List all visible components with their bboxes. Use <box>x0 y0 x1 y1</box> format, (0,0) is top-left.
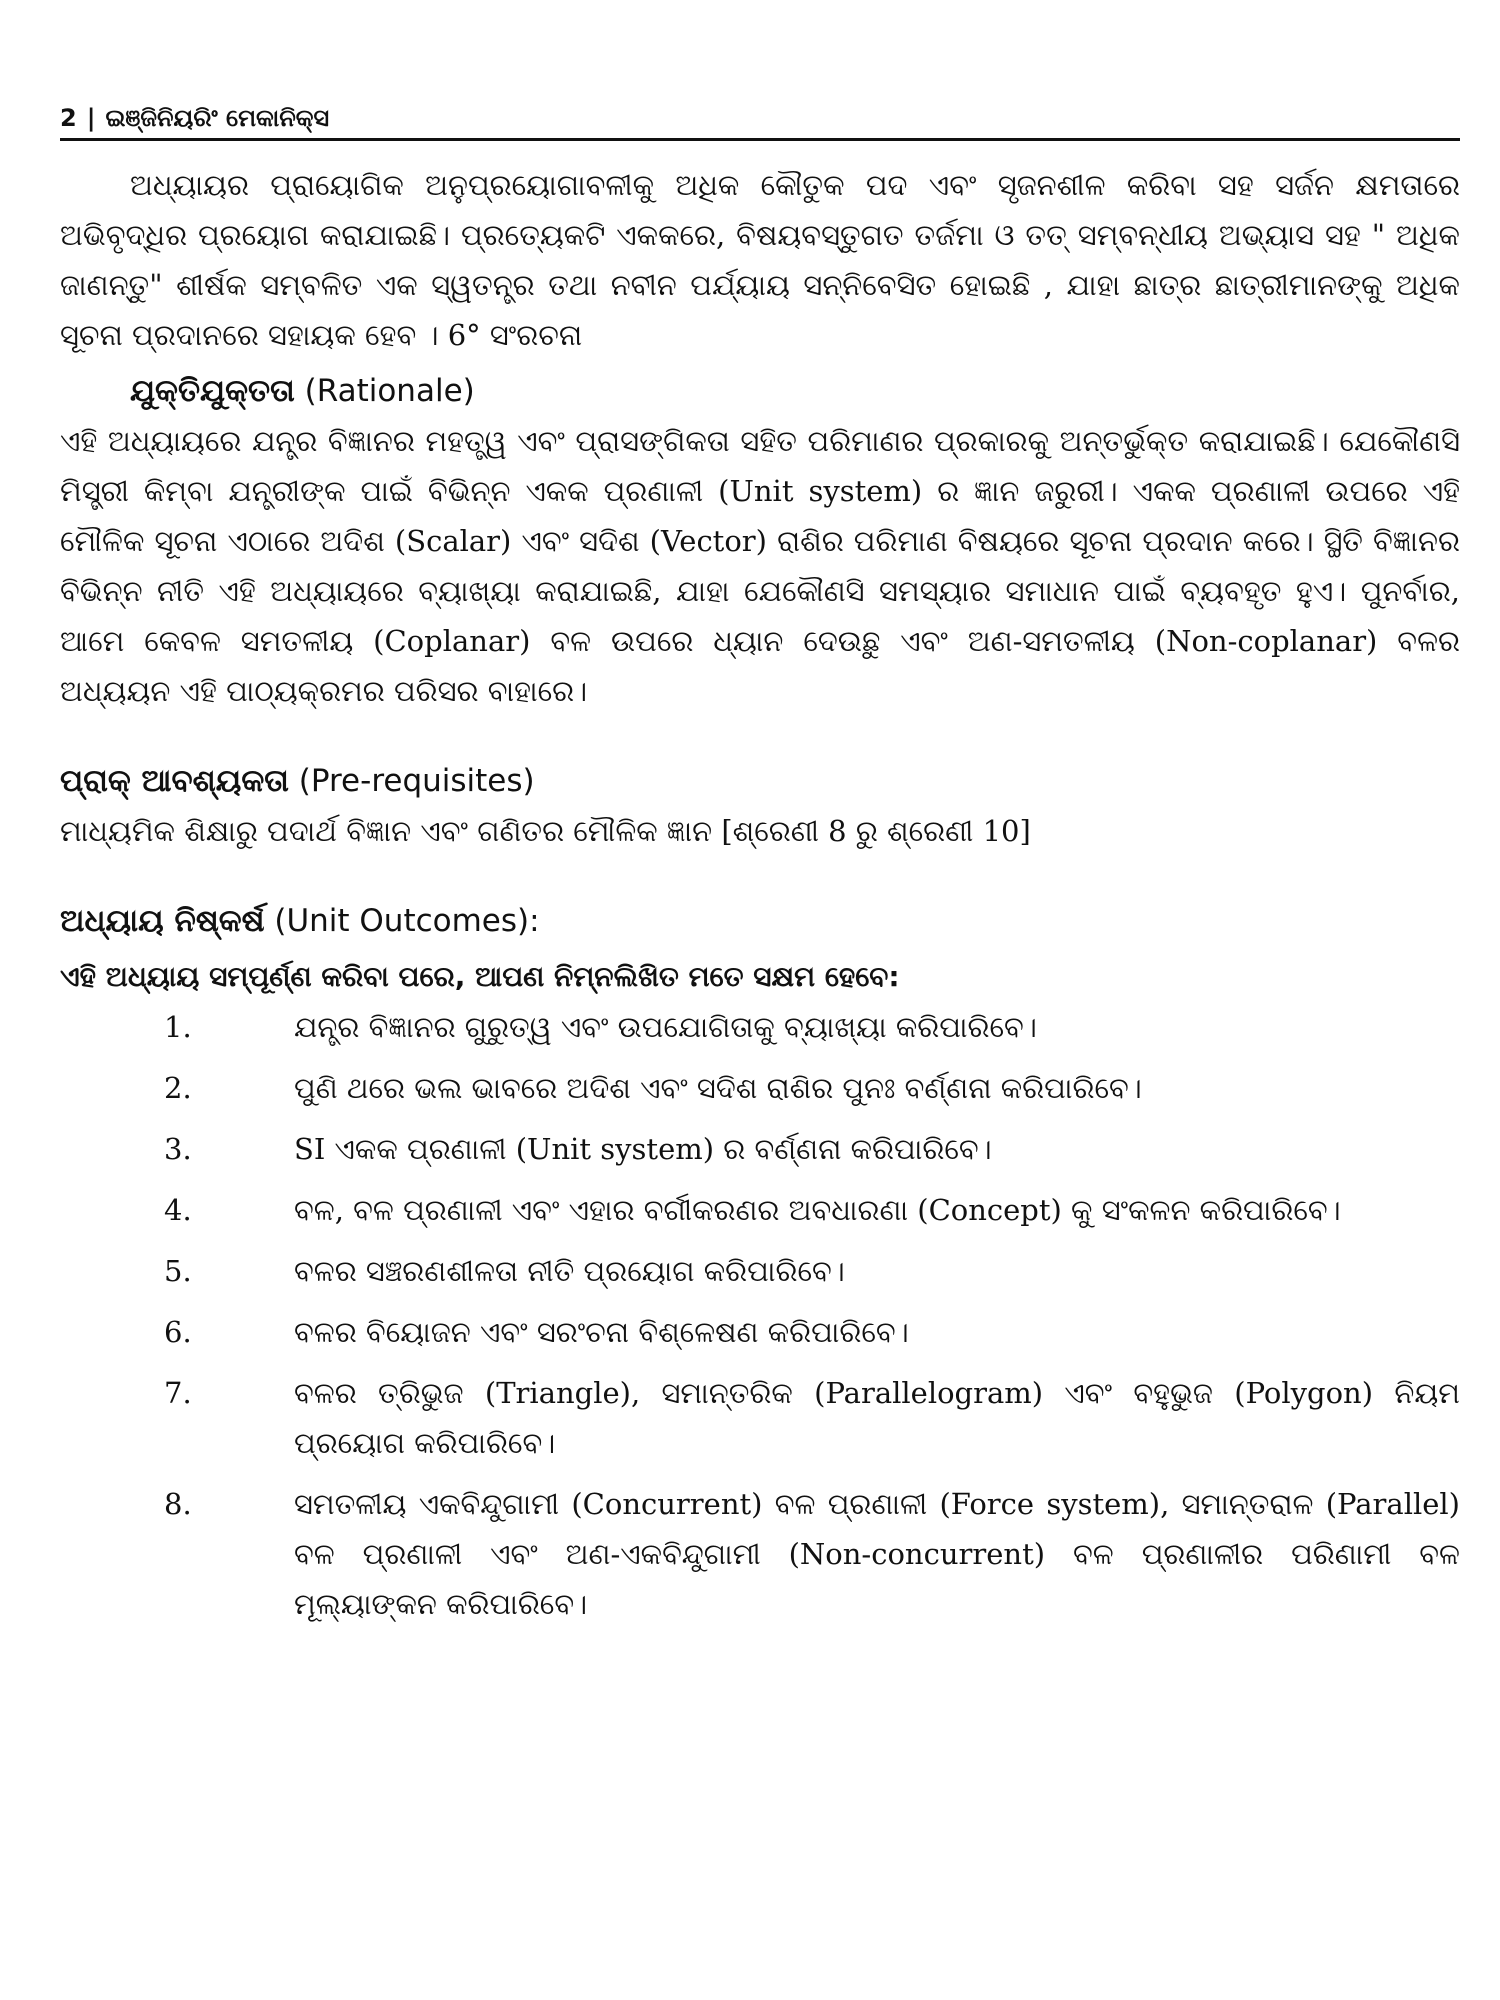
list-item <box>60 1307 1460 1357</box>
item-number: 1. <box>164 1010 192 1044</box>
prerequisites-heading-english: (Pre-requisites) <box>298 763 535 799</box>
item-text: ବଳର ବିୟୋଜନ ଏବଂ ସରଂଚନା ବିଶ୍ଳେଷଣ କରିପାରିବେ। <box>294 1315 909 1349</box>
outcomes-heading <box>60 896 1460 946</box>
item-text: ସମତଳୀୟ ଏକବିନ୍ଦୁଗାମୀ (Concurrent) ବଳ ପ୍ରଣାଳୀ (Force system), ସମାନ୍ତରାଳ (Parallel) ବଳ ପ୍ରଣାଳୀ ଏବଂ ଅଣ-ଏକବିନ୍ଦୁଗାମୀ (Non-concurrent) ବଳ ପ୍ରଣାଳୀର ପରିଣାମୀ ବଳ ମୂଲ୍ୟାଙ୍କନ କରିପାରିବେ। <box>294 1487 1460 1621</box>
item-text: ବଳର ସଞ୍ଚରଣଶୀଳତା ନୀତି ପ୍ରୟୋଗ କରିପାରିବେ। <box>294 1254 845 1288</box>
item-text: ବଳର ତ୍ରିଭୁଜ (Triangle), ସମାନ୍ତରିକ (Parallelogram) ଏବଂ ବହୁଭୁଜ (Polygon) ନିୟମ ପ୍ରୟୋଗ କରିପାରିବେ। <box>294 1376 1460 1460</box>
item-text: ପୁଣି ଥରେ ଭଲ ଭାବରେ ଅଦିଶ ଏବଂ ସଦିଶ ରାଶିର ପୁନଃ ବର୍ଣ୍ଣନା କରିପାରିବେ। <box>294 1071 1142 1105</box>
list-item <box>60 1063 1460 1113</box>
rationale-text: ଏହି ଅଧ୍ୟାୟରେ ଯନ୍ତ୍ର ବିଜ୍ଞାନର ମହତ୍ତ୍ୱ ଏବଂ ପ୍ରାସଙ୍ଗିକତା ସହିତ ପରିମାଣର ପ୍ରକାରକୁ ଅନ୍ତର୍ଭୁକ୍ତ କରାଯାଇଛି। ଯେକୌଣସି ମିସ୍ତ୍ରୀ କିମ୍ବା ଯନ୍ତ୍ରୀଙ୍କ ପାଇଁ ବିଭିନ୍ନ ଏକକ ପ୍ରଣାଳୀ (Unit system) ର ଜ୍ଞାନ ଜରୁରୀ। ଏକକ ପ୍ରଣାଳୀ ଉପରେ ଏହି ମୌଳିକ ସୂଚନା ଏଠାରେ ଅଦିଶ (Scalar) ଏବଂ ସଦିଶ (Vector) ରାଶିର ପରିମାଣ ବିଷୟରେ ସୂଚନା ପ୍ରଦାନ କରେ। ସ୍ଥିତି ବିଜ୍ଞାନର ବିଭିନ୍ନ ନୀତି ଏହି ଅଧ୍ୟାୟରେ ବ୍ୟାଖ୍ୟା କରାଯାଇଛି, ଯାହା ଯେକୌଣସି ସମସ୍ୟାର ସମାଧାନ ପାଇଁ ବ୍ୟବହୃତ ହୁଏ। ପୁନର୍ବାର, ଆମେ କେବଳ ସମତଳୀୟ (Coplanar) ବଳ ଉପରେ ଧ୍ୟାନ ଦେଉଛୁ ଏବଂ ଅଣ-ସମତଳୀୟ (Non-coplanar) ବଳର ଅଧ୍ୟୟନ ଏହି ପାଠ୍ୟକ୍ରମର ପରିସର ବାହାରେ। <box>60 424 1460 708</box>
book-title: ଇଞ୍ଜିନିୟରିଂ ମେକାନିକ୍ସ <box>105 104 330 132</box>
outcomes-lead: ଏହି ଅଧ୍ୟାୟ ସମ୍ପୂର୍ଣ୍ଣ କରିବା ପରେ, ଆପଣ ନିମ୍ନଲିଖିତ ମତେ ସକ୍ଷମ ହେବେ: <box>60 960 900 993</box>
list-item <box>60 1124 1460 1174</box>
rationale-heading-english: (Rationale) <box>304 373 475 409</box>
outcomes-heading-odia: ଅଧ୍ୟାୟ ନିଷ୍କର୍ଷ <box>60 903 265 939</box>
list-item <box>60 1002 1460 1052</box>
list-item <box>60 1185 1460 1235</box>
page-number: 2 <box>60 104 77 132</box>
item-number: 4. <box>164 1193 192 1227</box>
intro-paragraph: ଅଧ୍ୟାୟର ପ୍ରାୟୋଗିକ ଅନୁପ୍ରୟୋଗାବଳୀକୁ ଅଧିକ କୌତୁକ ପଦ ଏବଂ ସୃଜନଶୀଳ କରିବା ସହ ସର୍ଜନ କ୍ଷମତାରେ ଅଭିବୃଦ୍ଧିର ପ୍ରୟୋଗ କରାଯାଇଛି। ପ୍ରତ୍ୟେକଟି ଏକକରେ, ବିଷୟବସ୍ତୁଗତ ତର୍ଜମା ଓ ତତ୍ ସମ୍ବନ୍ଧୀୟ ଅଭ୍ୟାସ ସହ " ଅଧିକ ଜାଣନ୍ତୁ" ଶୀର୍ଷକ ସମ୍ବଳିତ ଏକ ସ୍ୱତନ୍ତ୍ର ତଥା ନବୀନ ପର୍ଯ୍ୟାୟ ସନ୍ନିବେସିତ ହୋଇଛି , ଯାହା ଛାତ୍ର ଛାତ୍ରୀମାନଙ୍କୁ ଅଧିକ ସୂଚନା ପ୍ରଦାନରେ ସହାୟକ ହେବ । 6° ସଂରଚନା <box>60 168 1460 352</box>
list-item <box>60 1479 1460 1629</box>
item-number: 8. <box>164 1487 192 1521</box>
list-item <box>60 1246 1460 1296</box>
item-number: 6. <box>164 1315 192 1349</box>
header-separator: | <box>86 104 96 132</box>
item-number: 7. <box>164 1376 192 1410</box>
item-text: SI ଏକକ ପ୍ରଣାଳୀ (Unit system) ର ବର୍ଣ୍ଣନା କରିପାରିବେ। <box>294 1132 992 1166</box>
page-content <box>60 160 1460 1640</box>
prerequisites-heading-odia: ପ୍ରାକ୍ ଆବଶ୍ୟକତା <box>60 763 289 799</box>
item-text: ବଳ, ବଳ ପ୍ରଣାଳୀ ଏବଂ ଏହାର ବର୍ଗୀକରଣର ଅବଧାରଣା (Concept) କୁ ସଂକଳନ କରିପାରିବେ। <box>294 1193 1341 1227</box>
prerequisites-heading <box>60 756 1460 806</box>
item-text: ଯନ୍ତ୍ର ବିଜ୍ଞାନର ଗୁରୁତ୍ୱ ଏବଂ ଉପଯୋଗିତାକୁ ବ୍ୟାଖ୍ୟା କରିପାରିବେ। <box>294 1010 1037 1044</box>
list-item <box>60 1368 1460 1468</box>
item-number: 2. <box>164 1071 192 1105</box>
item-number: 5. <box>164 1254 192 1288</box>
item-number: 3. <box>164 1132 192 1166</box>
prerequisites-text: ମାଧ୍ୟମିକ ଶିକ୍ଷାରୁ ପଦାର୍ଥ ବିଜ୍ଞାନ ଏବଂ ଗଣିତର ମୌଳିକ ଜ୍ଞାନ [ଶ୍ରେଣୀ 8 ରୁ ଶ୍ରେଣୀ 10] <box>60 814 1031 848</box>
outcomes-list <box>60 1002 1460 1629</box>
rationale-heading <box>60 366 1460 416</box>
outcomes-heading-english: (Unit Outcomes): <box>274 903 540 939</box>
rationale-heading-odia: ଯୁକ୍ତିଯୁକ୍ତତା <box>130 373 295 409</box>
running-header <box>60 88 1460 141</box>
